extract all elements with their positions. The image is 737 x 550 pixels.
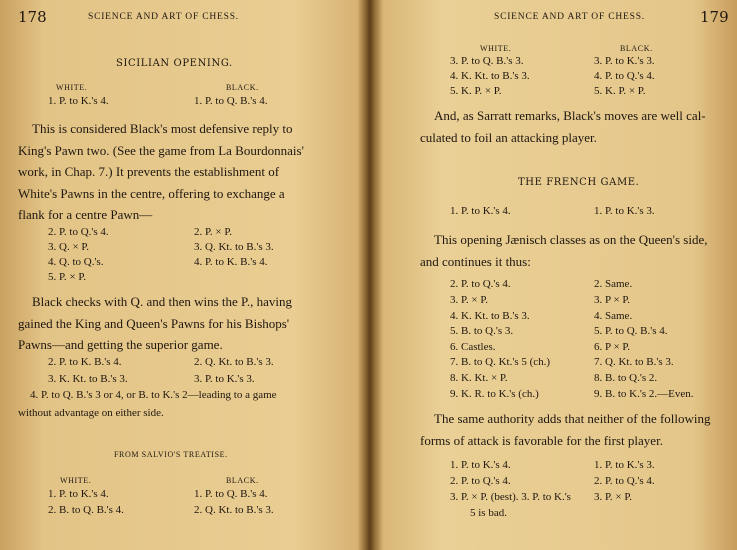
paragraph xyxy=(18,118,340,226)
move-white: 1. P. to K.'s 4. xyxy=(48,95,109,107)
move-black: 1. P. to Q. B.'s 4. xyxy=(194,95,268,107)
page-number: 179 xyxy=(700,8,729,26)
move-black: 5. K. P. × P. xyxy=(594,85,646,97)
move-white: 4. K. Kt. to B.'s 3. xyxy=(450,310,530,322)
move-white: 2. P. to Q.'s 4. xyxy=(48,226,109,238)
note xyxy=(18,386,350,422)
move-black: 3. P. to K.'s 3. xyxy=(594,55,655,67)
move-black: 4. Same. xyxy=(594,310,633,322)
text-line: This opening Jænisch classes as on the Queen's side, xyxy=(434,232,708,247)
move-black: 4. P. to K. B.'s 4. xyxy=(194,256,268,268)
move-white: 5. B. to Q.'s 3. xyxy=(450,325,514,337)
move-white: 8. K. Kt. × P. xyxy=(450,372,508,384)
move-white: 2. P. to Q.'s 4. xyxy=(450,475,511,487)
move-black: 8. B. to Q.'s 2. xyxy=(594,372,658,384)
move-black: 4. P. to Q.'s 4. xyxy=(594,70,655,82)
running-head: SCIENCE AND ART OF CHESS. xyxy=(88,12,239,22)
text-line: The same authority adds that neither of the following xyxy=(434,411,711,426)
move-white: 4. Q. to Q.'s. xyxy=(48,256,104,268)
move-white: 2. B. to Q. B.'s 4. xyxy=(48,504,124,516)
right-page xyxy=(372,0,737,550)
move-white: 1. P. to K.'s 4. xyxy=(48,488,109,500)
move-white: 1. P. to K.'s 4. xyxy=(450,205,511,217)
paragraph xyxy=(420,105,726,148)
note-line: 4. P. to Q. B.'s 3 or 4, or B. to K.'s 2—leading to a game xyxy=(30,389,277,401)
text-line: Black checks with Q. and then wins the P., having xyxy=(32,294,292,309)
text-line: work, in Chap. 7.) It prevents the establishment of xyxy=(18,164,280,179)
text-line: Pawns—and getting the superior game. xyxy=(18,337,223,352)
text-line: culated to foil an attacking player. xyxy=(420,129,597,145)
section-title: FROM SALVIO'S TREATISE. xyxy=(114,450,228,459)
move-black: 2. Q. Kt. to B.'s 3. xyxy=(194,356,274,368)
paragraph xyxy=(420,408,726,451)
column-head-white: WHITE. xyxy=(56,83,88,92)
move-black: 2. Q. Kt. to B.'s 3. xyxy=(194,504,274,516)
move-black: 1. P. to K.'s 3. xyxy=(594,459,655,471)
move-white: 3. P. × P. (best). 3. P. to K.'s xyxy=(450,491,571,503)
move-white: 7. B. to Q. Kt.'s 5 (ch.) xyxy=(450,356,551,368)
move-white: 2. P. to K. B.'s 4. xyxy=(48,356,122,368)
text-line: King's Pawn two. (See the game from La Bourdonnais' xyxy=(18,142,304,158)
move-black: 3. P × P. xyxy=(594,294,631,306)
page-number: 178 xyxy=(18,8,47,26)
move-white: 3. P. × P. xyxy=(450,294,489,306)
text-line: flank for a centre Pawn— xyxy=(18,207,153,222)
move-black: 3. P. × P. xyxy=(594,491,633,503)
move-white: 5. K. P. × P. xyxy=(450,85,502,97)
move-black: 1. P. to K.'s 3. xyxy=(594,205,655,217)
paragraph xyxy=(18,291,340,356)
note-line: without advantage on either side. xyxy=(18,407,164,419)
column-head-white: WHITE. xyxy=(60,476,92,485)
move-white: 2. P. to Q.'s 4. xyxy=(450,278,511,290)
move-white: 9. K. R. to K.'s (ch.) xyxy=(450,388,539,400)
text-line: This is considered Black's most defensive reply to xyxy=(32,121,293,136)
move-white: 3. K. Kt. to B.'s 3. xyxy=(48,373,128,385)
move-white: 5. P. × P. xyxy=(48,271,87,283)
move-white: 6. Castles. xyxy=(450,341,496,353)
move-black: 7. Q. Kt. to B.'s 3. xyxy=(594,356,674,368)
move-black: 5. P. to Q. B.'s 4. xyxy=(594,325,668,337)
text-line: White's Pawns in the centre, offering to exchange a xyxy=(18,185,285,201)
section-title: THE FRENCH GAME. xyxy=(518,177,640,188)
move-black: 2. Same. xyxy=(594,278,633,290)
paragraph xyxy=(420,229,726,272)
text-line: gained the King and Queen's Pawns for his Bishops' xyxy=(18,315,290,331)
text-line: forms of attack is favorable for the first player. xyxy=(420,432,663,448)
section-title: SICILIAN OPENING. xyxy=(116,58,233,69)
move-black: 1. P. to Q. B.'s 4. xyxy=(194,488,268,500)
move-black: 3. P. to K.'s 3. xyxy=(194,373,255,385)
move-black: 2. P. × P. xyxy=(194,226,233,238)
move-white: 3. Q. × P. xyxy=(48,241,90,253)
move-white: 3. P. to Q. B.'s 3. xyxy=(450,55,524,67)
left-page xyxy=(0,0,362,550)
move-black: 9. B. to K.'s 2.—Even. xyxy=(594,388,694,400)
move-white: 4. K. Kt. to B.'s 3. xyxy=(450,70,530,82)
running-head: SCIENCE AND ART OF CHESS. xyxy=(494,12,645,22)
move-black: 3. Q. Kt. to B.'s 3. xyxy=(194,241,274,253)
column-head-black: BLACK. xyxy=(620,44,653,53)
column-head-black: BLACK. xyxy=(226,476,259,485)
move-black: 6. P × P. xyxy=(594,341,631,353)
move-black: 2. P. to Q.'s 4. xyxy=(594,475,655,487)
text-line: and continues it thus: xyxy=(420,253,531,269)
text-line: And, as Sarratt remarks, Black's moves are well cal- xyxy=(434,108,706,123)
move-white: 1. P. to K.'s 4. xyxy=(450,459,511,471)
column-head-white: WHITE. xyxy=(480,44,512,53)
move-white: 5 is bad. xyxy=(470,507,507,519)
column-head-black: BLACK. xyxy=(226,83,259,92)
